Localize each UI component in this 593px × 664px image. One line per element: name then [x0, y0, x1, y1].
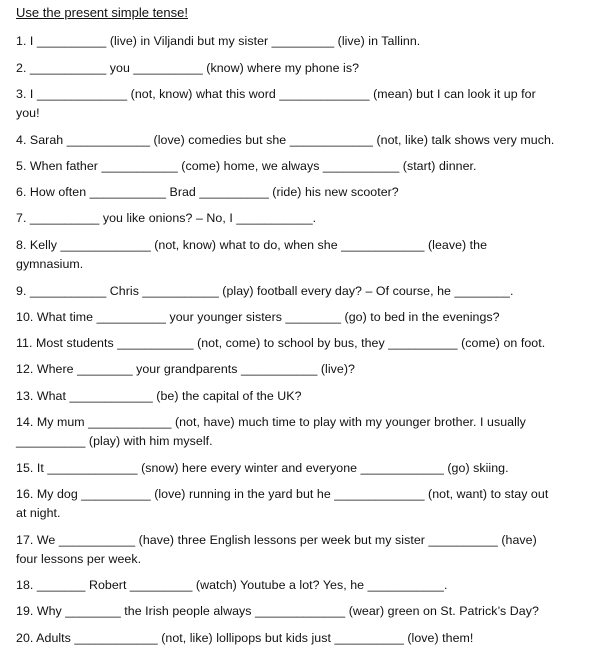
exercise-line-17: 17. We ___________ (have) three English lessons per week but my sister __________ (have)	[16, 533, 537, 547]
exercise-line-8: 8. Kelly _____________ (not, know) what to do, when she ____________ (leave) the	[16, 238, 488, 252]
exercise-line-3-continued: you!	[16, 106, 40, 120]
exercise-line-16: 16. My dog __________ (love) running in the yard but he _____________ (not, want) to stay out	[16, 487, 549, 501]
exercise-line-19: 19. Why ________ the Irish people always _____________ (wear) green on St. Patrick’s Day?	[16, 604, 539, 618]
exercise-line-1: 1. I __________ (live) in Viljandi but my sister _________ (live) in Tallinn.	[16, 34, 421, 48]
exercise-line-20: 20. Adults ____________ (not, like) lollipops but kids just __________ (love) them!	[16, 631, 474, 645]
exercise-line-3: 3. I _____________ (not, know) what this word _____________ (mean) but I can look it up for	[16, 87, 536, 101]
exercise-line-11: 11. Most students ___________ (not, come) to school by bus, they __________ (come) on foot.	[16, 336, 546, 350]
exercise-line-8-continued: gymnasium.	[16, 257, 84, 271]
exercise-line-2: 2. ___________ you __________ (know) where my phone is?	[16, 61, 360, 75]
exercise-line-7: 7. __________ you like onions? – No, I ___________.	[16, 211, 317, 225]
exercise-line-14: 14. My mum ____________ (not, have) much time to play with my younger brother. I usually	[16, 415, 526, 429]
exercise-line-4: 4. Sarah ____________ (love) comedies but she ____________ (not, like) talk shows very much.	[16, 133, 555, 147]
exercise-line-16-continued: at night.	[16, 506, 61, 520]
worksheet-title: Use the present simple tense!	[16, 5, 188, 20]
exercise-line-9: 9. ___________ Chris ___________ (play) football every day? – Of course, he ________.	[16, 284, 514, 298]
exercise-line-6: 6. How often ___________ Brad __________ (ride) his new scooter?	[16, 185, 399, 199]
exercise-line-14-continued: __________ (play) with him myself.	[16, 434, 213, 448]
exercise-line-12: 12. Where ________ your grandparents ___________ (live)?	[16, 362, 355, 376]
exercise-line-17-continued: four lessons per week.	[16, 552, 142, 566]
exercise-line-18: 18. _______ Robert _________ (watch) Youtube a lot? Yes, he ___________.	[16, 578, 448, 592]
exercise-line-10: 10. What time __________ your younger sisters ________ (go) to bed in the evenings?	[16, 310, 500, 324]
exercise-line-13: 13. What ____________ (be) the capital of the UK?	[16, 389, 302, 403]
exercise-line-5: 5. When father ___________ (come) home, we always ___________ (start) dinner.	[16, 159, 477, 173]
exercise-line-15: 15. It _____________ (snow) here every winter and everyone ____________ (go) skiing.	[16, 461, 509, 475]
